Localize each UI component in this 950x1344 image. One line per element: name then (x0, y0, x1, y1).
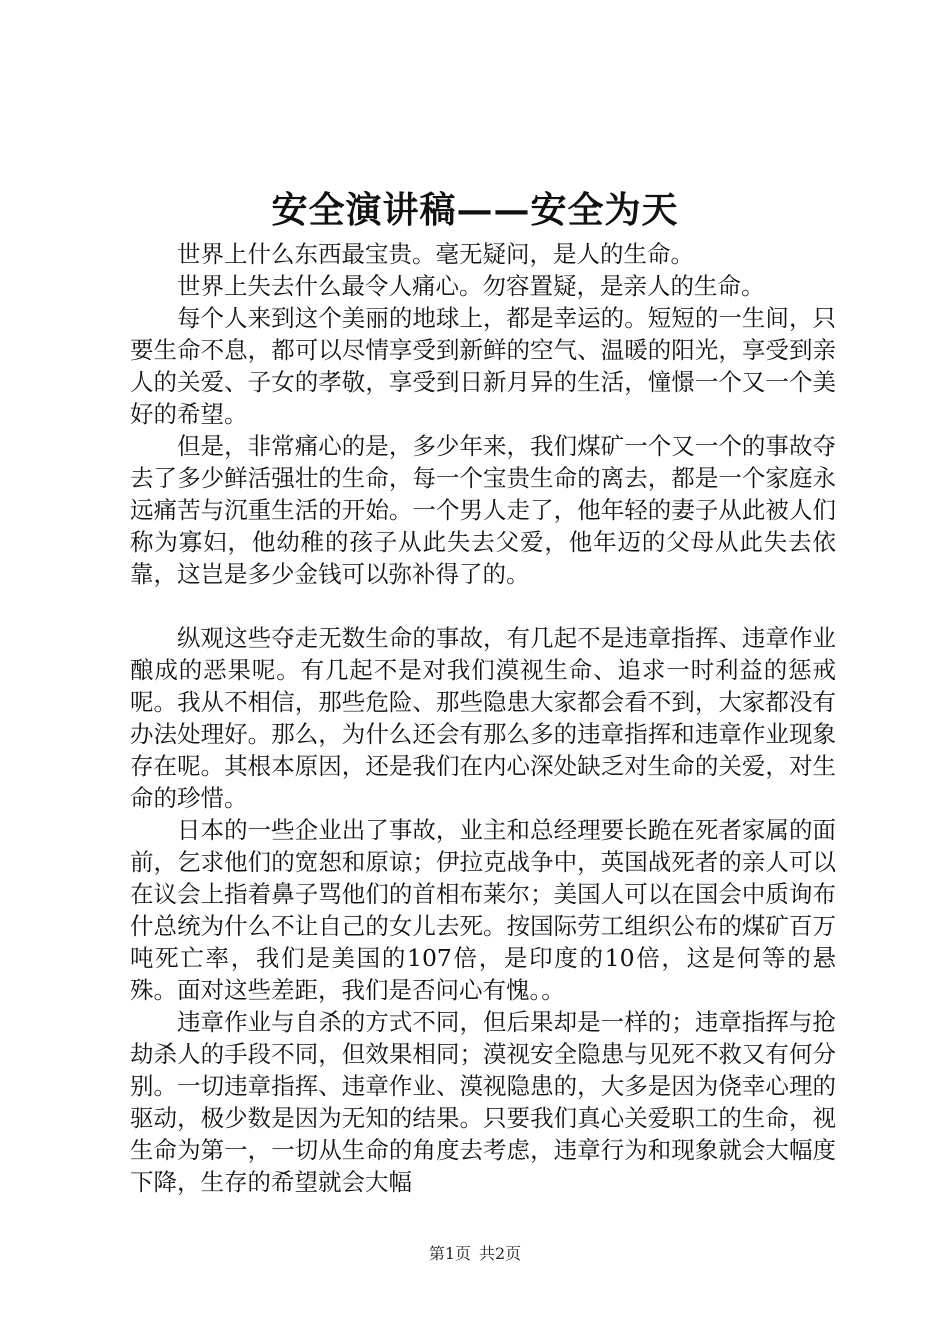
paragraph-6: 日本的一些企业出了事故，业主和总经理要长跪在死者家属的面前，乞求他们的宽恕和原谅；伊拉克战争中，英国战死者的亲人可以在议会上指着鼻子骂他们的首相布莱尔；美国人可以在国会中质询布什总统为什么不让自己的女儿去死。按国际劳工组织公布的煤矿百万吨死亡率，我们是美国的107倍，是印度的10倍，这是何等的悬殊。面对这些差距，我们是否问心有愧。。 (130, 816, 836, 1004)
page-footer (0, 1243, 950, 1265)
page-number: 第1页 (428, 1244, 471, 1263)
paragraph-7: 违章作业与自杀的方式不同，但后果却是一样的；违章指挥与抢劫杀人的手段不同，但效果相同；漠视安全隐患与见死不救又有何分别。一切违章指挥、违章作业、漠视隐患的，大多是因为侥幸心理的驱动，极少数是因为无知的结果。只要我们真心关爱职工的生命，视生命为第一，一切从生命的角度去考虑，违章行为和现象就会大幅度下降，生存的希望就会大幅 (130, 1008, 836, 1196)
paragraph-4: 但是，非常痛心的是，多少年来，我们煤矿一个又一个的事故夺去了多少鲜活强壮的生命，每一个宝贵生命的离去，都是一个家庭永远痛苦与沉重生活的开始。一个男人走了，他年轻的妻子从此被人们称为寡妇，他幼稚的孩子从此失去父爱，他年迈的父母从此失去依靠，这岂是多少金钱可以弥补得了的。 (130, 432, 836, 588)
paragraph-3: 每个人来到这个美丽的地球上，都是幸运的。短短的一生间，只要生命不息，都可以尽情享受到新鲜的空气、温暖的阳光，享受到亲人的关爱、子女的孝敬，享受到日新月异的生活，憧憬一个又一个美好的希望。 (130, 304, 836, 428)
paragraph-2: 世界上失去什么最令人痛心。勿容置疑，是亲人的生命。 (177, 272, 765, 300)
document-body (130, 238, 836, 1198)
paragraph-1: 世界上什么东西最宝贵。毫无疑问，是人的生命。 (177, 240, 694, 268)
paragraph-gap (130, 590, 836, 622)
document-title: 安全演讲稿——安全为天 (271, 189, 679, 231)
paragraph-5: 纵观这些夺走无数生命的事故，有几起不是违章指挥、违章作业酿成的恶果呢。有几起不是对我们漠视生命、追求一时利益的惩戒呢。我从不相信，那些危险、那些隐患大家都会看不到，大家都没有办法处理好。那么，为什么还会有那么多的违章指挥和违章作业现象存在呢。其根本原因，还是我们在内心深处缺乏对生命的关爱，对生命的珍惜。 (130, 624, 836, 812)
page-total: 共2页 (479, 1244, 522, 1263)
